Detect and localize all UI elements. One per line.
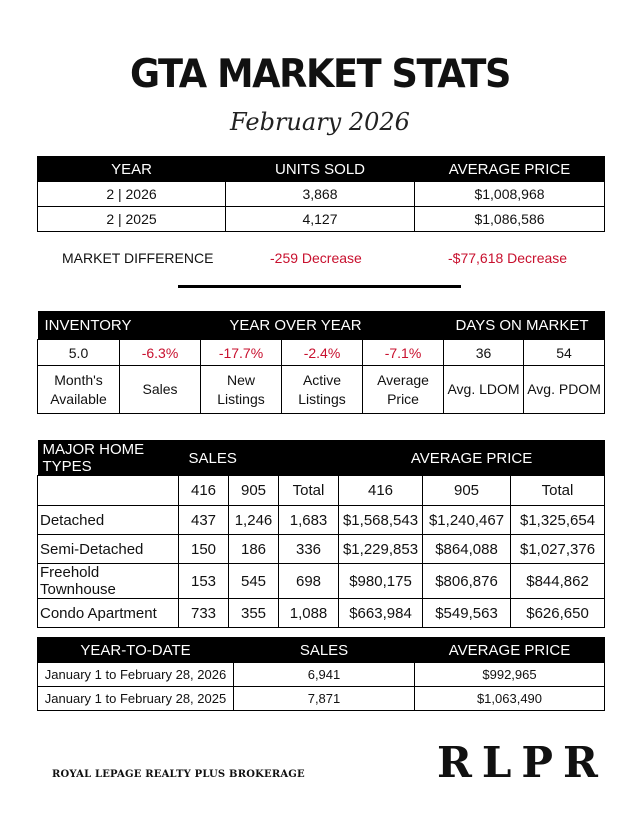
home-type-cell: Semi-Detached xyxy=(38,535,179,564)
table-row xyxy=(38,599,605,628)
sales-cell: 6,941 xyxy=(234,663,415,687)
subheader-sales-905: 905 xyxy=(229,476,279,506)
header-year-over-year: YEAR OVER YEAR xyxy=(120,312,444,340)
units-cell: 3,868 xyxy=(226,182,415,207)
price-416-cell: $980,175 xyxy=(339,564,423,599)
sales-905-cell: 355 xyxy=(229,599,279,628)
year-cell: 2 | 2025 xyxy=(38,207,226,232)
header-sales: SALES xyxy=(179,441,339,476)
average-price-change-value: -7.1% xyxy=(363,340,444,366)
table-row xyxy=(38,687,605,711)
avg-pdom-label: Avg. PDOM xyxy=(524,366,605,414)
table-header-row xyxy=(38,157,605,182)
home-type-cell: Detached xyxy=(38,506,179,535)
sales-416-cell: 733 xyxy=(179,599,229,628)
sales-total-cell: 1,683 xyxy=(279,506,339,535)
average-price-label: Average Price xyxy=(363,366,444,414)
table-row xyxy=(38,564,605,599)
sales-change-value: -6.3% xyxy=(120,340,201,366)
column-header-year-to-date: YEAR-TO-DATE xyxy=(38,638,234,663)
empty-cell xyxy=(38,476,179,506)
column-header-year: YEAR xyxy=(38,157,226,182)
inventory-table xyxy=(37,311,605,414)
table-row xyxy=(38,207,605,232)
table-row xyxy=(38,182,605,207)
price-416-cell: $663,984 xyxy=(339,599,423,628)
sales-905-cell: 186 xyxy=(229,535,279,564)
brand-logo: RLPR xyxy=(437,738,608,787)
price-cell: $992,965 xyxy=(415,663,605,687)
market-difference-label: MARKET DIFFERENCE xyxy=(62,250,214,266)
price-416-cell: $1,568,543 xyxy=(339,506,423,535)
period-cell: January 1 to February 28, 2026 xyxy=(38,663,234,687)
subheader-price-416: 416 xyxy=(339,476,423,506)
market-difference-units: -259 Decrease xyxy=(270,250,362,266)
year-comparison-table xyxy=(37,156,605,232)
table-header-row xyxy=(38,638,605,663)
price-416-cell: $1,229,853 xyxy=(339,535,423,564)
new-listings-change-value: -17.7% xyxy=(201,340,282,366)
subheader-sales-total: Total xyxy=(279,476,339,506)
price-905-cell: $1,240,467 xyxy=(423,506,511,535)
sales-cell: 7,871 xyxy=(234,687,415,711)
subheader-row xyxy=(38,476,605,506)
sales-416-cell: 437 xyxy=(179,506,229,535)
units-cell: 4,127 xyxy=(226,207,415,232)
subheader-sales-416: 416 xyxy=(179,476,229,506)
active-listings-change-value: -2.4% xyxy=(282,340,363,366)
table-header-row xyxy=(38,441,605,476)
months-available-label: Month's Available xyxy=(38,366,120,414)
table-row xyxy=(38,535,605,564)
column-header-units-sold: UNITS SOLD xyxy=(226,157,415,182)
header-days-on-market: DAYS ON MARKET xyxy=(444,312,605,340)
home-types-table xyxy=(37,440,605,628)
section-divider xyxy=(178,285,461,288)
subheader-price-905: 905 xyxy=(423,476,511,506)
market-difference-price: -$77,618 Decrease xyxy=(448,250,568,266)
page-title: GTA MARKET STATS xyxy=(130,52,510,97)
values-row xyxy=(38,340,605,366)
year-to-date-table xyxy=(37,637,605,711)
subheader-price-total: Total xyxy=(511,476,605,506)
avg-pdom-value: 54 xyxy=(524,340,605,366)
header-average-price: AVERAGE PRICE xyxy=(339,441,605,476)
price-905-cell: $864,088 xyxy=(423,535,511,564)
sales-total-cell: 698 xyxy=(279,564,339,599)
sales-label: Sales xyxy=(120,366,201,414)
table-row xyxy=(38,506,605,535)
year-cell: 2 | 2026 xyxy=(38,182,226,207)
page-subtitle: February 2026 xyxy=(230,108,410,136)
avg-ldom-value: 36 xyxy=(444,340,524,366)
price-cell: $1,008,968 xyxy=(415,182,605,207)
brokerage-name: ROYAL LEPAGE REALTY PLUS BROKERAGE xyxy=(52,769,305,780)
price-905-cell: $806,876 xyxy=(423,564,511,599)
table-row xyxy=(38,663,605,687)
column-header-sales: SALES xyxy=(234,638,415,663)
period-cell: January 1 to February 28, 2025 xyxy=(38,687,234,711)
home-type-cell: Condo Apartment xyxy=(38,599,179,628)
sales-416-cell: 150 xyxy=(179,535,229,564)
header-major-home-types: MAJOR HOME TYPES xyxy=(38,441,179,476)
price-cell: $1,086,586 xyxy=(415,207,605,232)
avg-ldom-label: Avg. LDOM xyxy=(444,366,524,414)
labels-row xyxy=(38,366,605,414)
price-cell: $1,063,490 xyxy=(415,687,605,711)
months-available-value: 5.0 xyxy=(38,340,120,366)
sales-total-cell: 336 xyxy=(279,535,339,564)
price-total-cell: $626,650 xyxy=(511,599,605,628)
price-total-cell: $844,862 xyxy=(511,564,605,599)
new-listings-label: New Listings xyxy=(201,366,282,414)
sales-total-cell: 1,088 xyxy=(279,599,339,628)
home-type-cell: Freehold Townhouse xyxy=(38,564,179,599)
price-total-cell: $1,325,654 xyxy=(511,506,605,535)
active-listings-label: Active Listings xyxy=(282,366,363,414)
table-header-row xyxy=(38,312,605,340)
sales-416-cell: 153 xyxy=(179,564,229,599)
price-total-cell: $1,027,376 xyxy=(511,535,605,564)
sales-905-cell: 1,246 xyxy=(229,506,279,535)
price-905-cell: $549,563 xyxy=(423,599,511,628)
sales-905-cell: 545 xyxy=(229,564,279,599)
column-header-average-price: AVERAGE PRICE xyxy=(415,157,605,182)
header-inventory: INVENTORY xyxy=(38,312,120,340)
column-header-average-price: AVERAGE PRICE xyxy=(415,638,605,663)
